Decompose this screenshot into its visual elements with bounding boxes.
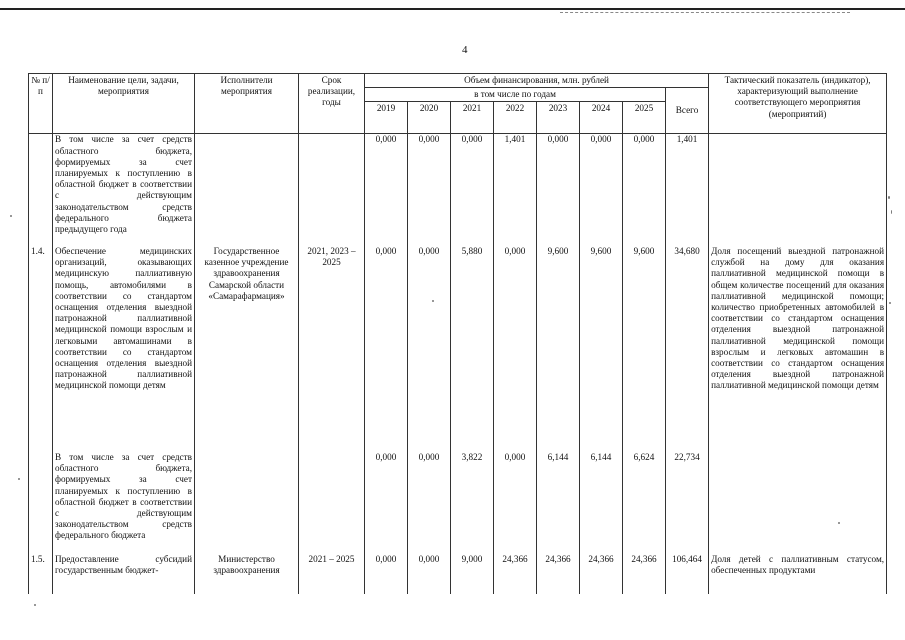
row-indicator: Доля посещений выездной патронажной службой на дому для оказания паллиативной медицинской помощи в общем количестве посещений для оказания паллиативной медицинской помощи; количество приобретенных автомобилей в соответствии со стандартом оснащения отделения выездной патронажной паллиативной медицинской помощи взрослым и легковых автомашин в соответствии со стандартом оснащения отделения выездной патронажной паллиативной медицинской помощи детям xyxy=(709,246,887,446)
row-value: 0,000 xyxy=(408,452,451,548)
scan-speck xyxy=(34,604,36,606)
row-number xyxy=(29,452,53,548)
row-value: 0,000 xyxy=(365,554,408,594)
row-executors xyxy=(195,452,299,548)
header-indicator: Тактический показатель (индикатор), характеризующий выполнение соответствующего мероприятия (мероприятий) xyxy=(709,74,887,134)
row-executors: Министерство здравоохранения xyxy=(195,554,299,594)
row-value: 0,000 xyxy=(623,134,666,240)
header-by-years: в том числе по годам xyxy=(365,88,666,102)
row-value: 9,000 xyxy=(451,554,494,594)
row-value: 5,880 xyxy=(451,246,494,446)
row-value: 0,000 xyxy=(365,134,408,240)
row-total: 34,680 xyxy=(666,246,709,446)
row-value: 6,144 xyxy=(537,452,580,548)
row-value: 0,000 xyxy=(365,452,408,548)
financing-table xyxy=(28,73,887,594)
row-name: В том числе за счет средств областного бюджета, формируемых за счет планируемых к поступлению в областной бюджет в соответствии с действующим законодательством средств федерального бюджета предыдущего года xyxy=(53,134,195,240)
row-value: 9,600 xyxy=(580,246,623,446)
scan-speck xyxy=(891,210,892,214)
row-total: 106,464 xyxy=(666,554,709,594)
row-name: Обеспечение медицинских организаций, оказывающих медицинскую паллиативную помощь, автомобилями в соответствии со стандартом оснащения отделения выездной патронажной паллиативной медицинской помощи взрослым и легковыми автомашинами в соответствии со стандартом оснащения отделения выездной патронажной паллиативной медицинской помощи детям xyxy=(53,246,195,446)
row-total: 22,734 xyxy=(666,452,709,548)
table-row xyxy=(29,452,887,548)
header-executors: Исполнители мероприятия xyxy=(195,74,299,134)
row-indicator xyxy=(709,134,887,240)
row-value: 9,600 xyxy=(623,246,666,446)
row-name: В том числе за счет средств областного бюджета, формируемых за счет планируемых к поступлению в областной бюджет в соответствии с действующим законодательством средств федерального бюджета xyxy=(53,452,195,548)
row-value: 0,000 xyxy=(537,134,580,240)
header-term: Срок реализации, годы xyxy=(299,74,365,134)
row-value: 0,000 xyxy=(494,246,537,446)
row-number: 1.5. xyxy=(29,554,53,594)
header-year: 2023 xyxy=(537,102,580,134)
row-value: 24,366 xyxy=(537,554,580,594)
scan-speck xyxy=(838,522,840,524)
row-value: 0,000 xyxy=(494,452,537,548)
row-value: 0,000 xyxy=(451,134,494,240)
row-name: Предоставление субсидий государственным бюджет- xyxy=(53,554,195,594)
row-value: 1,401 xyxy=(494,134,537,240)
header-total: Всего xyxy=(666,88,709,134)
row-value: 6,144 xyxy=(580,452,623,548)
page-number: 4 xyxy=(462,44,468,56)
header-year: 2022 xyxy=(494,102,537,134)
row-number: 1.4. xyxy=(29,246,53,446)
row-indicator: Доля детей с паллиативным статусом, обеспеченных продуктами xyxy=(709,554,887,594)
row-value: 0,000 xyxy=(408,246,451,446)
row-value: 0,000 xyxy=(365,246,408,446)
row-value: 24,366 xyxy=(580,554,623,594)
header-year: 2019 xyxy=(365,102,408,134)
scan-speck xyxy=(889,302,891,304)
row-term: 2021 – 2025 xyxy=(299,554,365,594)
scan-speck xyxy=(888,196,890,199)
row-term: 2021, 2023 – 2025 xyxy=(299,246,365,446)
row-value: 24,366 xyxy=(623,554,666,594)
scan-speck xyxy=(10,215,12,217)
header-year: 2021 xyxy=(451,102,494,134)
row-term xyxy=(299,452,365,548)
row-executors xyxy=(195,134,299,240)
scan-speck xyxy=(432,300,434,302)
row-indicator xyxy=(709,452,887,548)
header-name: Наименование цели, задачи, мероприятия xyxy=(53,74,195,134)
row-value: 0,000 xyxy=(580,134,623,240)
header-year: 2024 xyxy=(580,102,623,134)
row-value: 0,000 xyxy=(408,134,451,240)
row-total: 1,401 xyxy=(666,134,709,240)
table-row xyxy=(29,246,887,446)
header-financing: Объем финансирования, млн. рублей xyxy=(365,74,709,88)
table-row xyxy=(29,554,887,594)
header-year: 2025 xyxy=(623,102,666,134)
row-value: 24,366 xyxy=(494,554,537,594)
row-value: 6,624 xyxy=(623,452,666,548)
row-value: 0,000 xyxy=(408,554,451,594)
top-dashed-line xyxy=(560,12,850,13)
header-year: 2020 xyxy=(408,102,451,134)
table-row xyxy=(29,134,887,240)
row-term xyxy=(299,134,365,240)
row-value: 9,600 xyxy=(537,246,580,446)
top-border-line xyxy=(0,8,905,10)
scan-speck xyxy=(18,478,20,480)
row-value: 3,822 xyxy=(451,452,494,548)
header-num: № п/п xyxy=(29,74,53,134)
row-number xyxy=(29,134,53,240)
row-executors: Государственное казенное учреждение здравоохранения Самарской области «Самарафармация» xyxy=(195,246,299,446)
